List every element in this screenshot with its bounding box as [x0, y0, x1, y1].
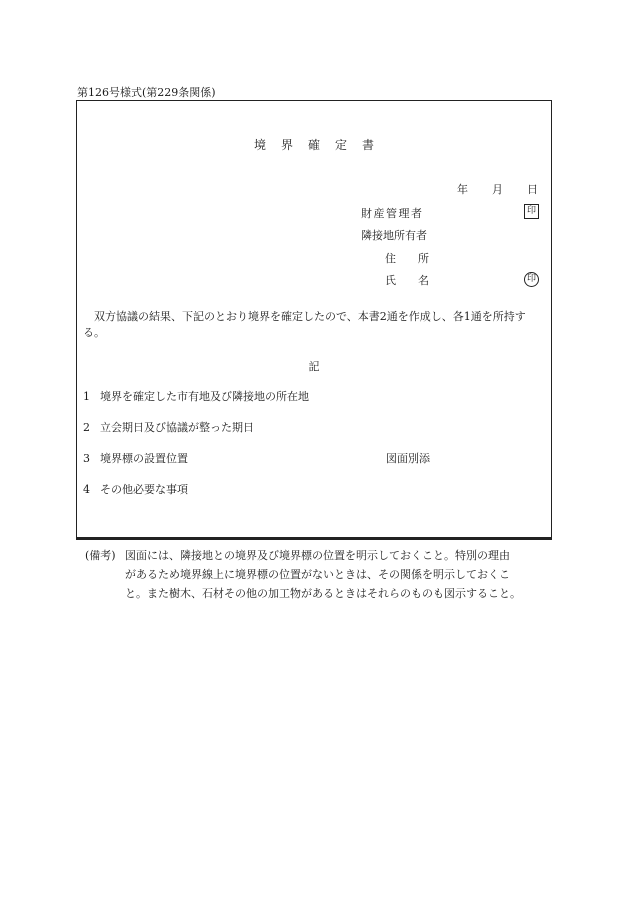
- list-item: [83, 388, 309, 404]
- name-label: 氏名: [385, 274, 451, 287]
- item-number: 1: [83, 390, 90, 403]
- drawing-attached-note: 図面別添: [386, 452, 430, 465]
- form-number: 第126号様式(第229条関係): [77, 86, 216, 99]
- item-text: 境界を確定した市有地及び隣接地の所在地: [100, 390, 309, 403]
- list-item: [83, 419, 254, 435]
- item-number: 3: [83, 452, 90, 465]
- agreement-statement: 双方協議の結果、下記のとおり境界を確定したので、本書2通を作成し、各1通を所持する。: [83, 310, 526, 339]
- item-number: 2: [83, 421, 90, 434]
- property-manager-label: 財産管理者: [361, 207, 424, 220]
- remarks-line: があるため境界線上に境界標の位置がないときは、その関係を明示しておくこ: [125, 568, 510, 581]
- remarks-label: (備考): [85, 549, 116, 562]
- date-year-label: 年: [457, 183, 468, 196]
- date-day-label: 日: [527, 183, 538, 196]
- list-item: [83, 481, 188, 497]
- round-seal-mark: 印: [524, 272, 539, 287]
- item-text: その他必要な事項: [100, 483, 188, 496]
- address-label: 住所: [385, 252, 451, 265]
- remarks-line: 図面には、隣接地との境界及び境界標の位置を明示しておくこと。特別の理由: [125, 549, 510, 562]
- list-item: [83, 450, 188, 466]
- remarks-section: [85, 546, 555, 603]
- date-month-label: 月: [492, 183, 503, 196]
- boundary-confirmation-form: [76, 100, 552, 540]
- adjacent-owner-label: 隣接地所有者: [361, 229, 427, 242]
- remarks-line: と。また樹木、石材その他の加工物があるときはそれらのものも図示すること。: [125, 587, 521, 600]
- item-text: 境界標の設置位置: [100, 452, 188, 465]
- item-number: 4: [83, 483, 90, 496]
- square-seal-mark: 印: [524, 204, 539, 219]
- document-title: 境界確定書: [253, 138, 389, 152]
- remarks-text: [125, 546, 555, 603]
- item-text: 立会期日及び協議が整った期日: [100, 421, 254, 434]
- ki-heading: 記: [308, 360, 320, 373]
